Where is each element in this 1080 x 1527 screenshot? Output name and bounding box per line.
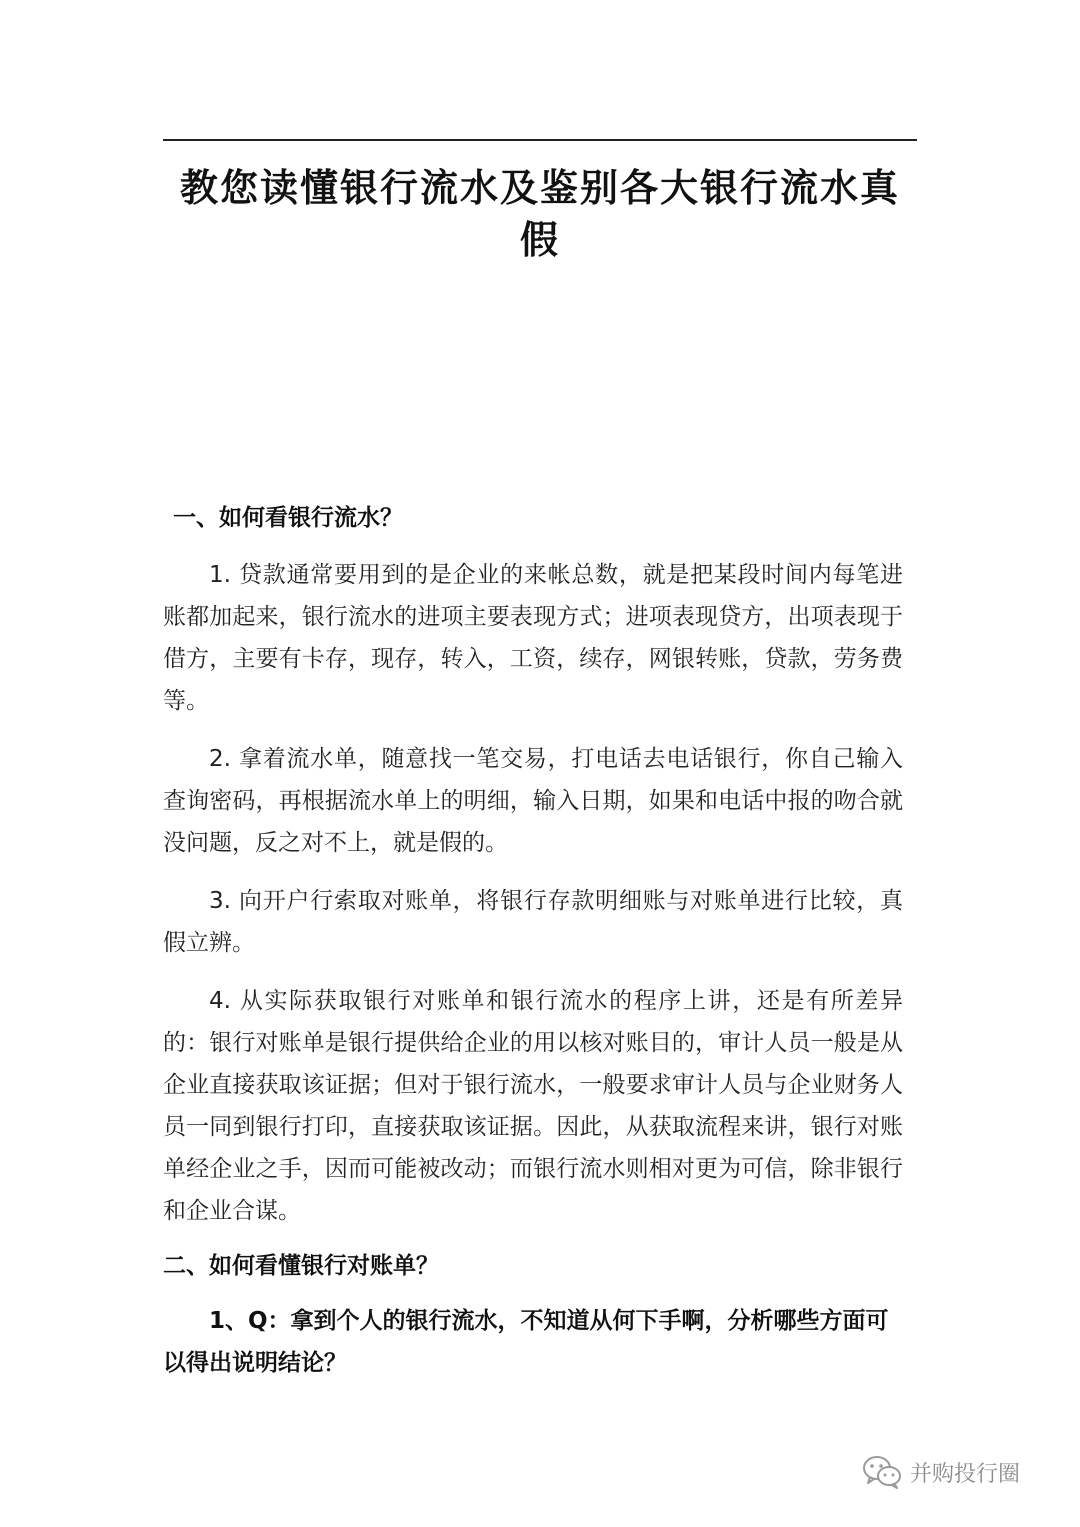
section-1-paragraph-4: 4. 从实际获取银行对账单和银行流水的程序上讲，还是有所差异的：银行对账单是银行提供给企业的用以核对账目的，审计人员一般是从企业直接获取该证据；但对于银行流水，一般要求审计人员与企业财务人员一同到银行打印，直接获取该证据。因此，从获取流程来讲，银行对账单经企业之手，因而可能被改动；而银行流水则相对更为可信，除非银行和企业合谋。: [163, 988, 903, 1224]
section-2-question-1: 1、Q：拿到个人的银行流水，不知道从何下手啊，分析哪些方面可以得出说明结论？: [163, 1308, 889, 1376]
wechat-icon: [862, 1455, 902, 1489]
document-title: 教您读懂银行流水及鉴别各大银行流水真假: [179, 165, 900, 262]
section-2-heading: 二、如何看懂银行对账单？: [163, 1253, 439, 1279]
section-1-heading: 一、如何看银行流水？: [173, 505, 403, 531]
section-1-paragraph-3: 3. 向开户行索取对账单，将银行存款明细账与对账单进行比较，真假立辨。: [163, 888, 903, 956]
title-top-rule: [163, 139, 917, 141]
watermark: [862, 1452, 1020, 1492]
document-body: [163, 500, 903, 1384]
section-1-paragraph-1: 1. 贷款通常要用到的是企业的来帐总数，就是把某段时间内每笔进账都加起来，银行流水的进项主要表现方式；进项表现贷方，出项表现于借方，主要有卡存，现存，转入，工资，续存，网银转账，贷款，劳务费等。: [163, 562, 903, 714]
section-1-paragraph-2: 2. 拿着流水单，随意找一笔交易，打电话去电话银行，你自己输入查询密码，再根据流水单上的明细，输入日期，如果和电话中报的吻合就没问题，反之对不上，就是假的。: [163, 746, 903, 856]
watermark-text: 并购投行圈: [910, 1461, 1021, 1487]
